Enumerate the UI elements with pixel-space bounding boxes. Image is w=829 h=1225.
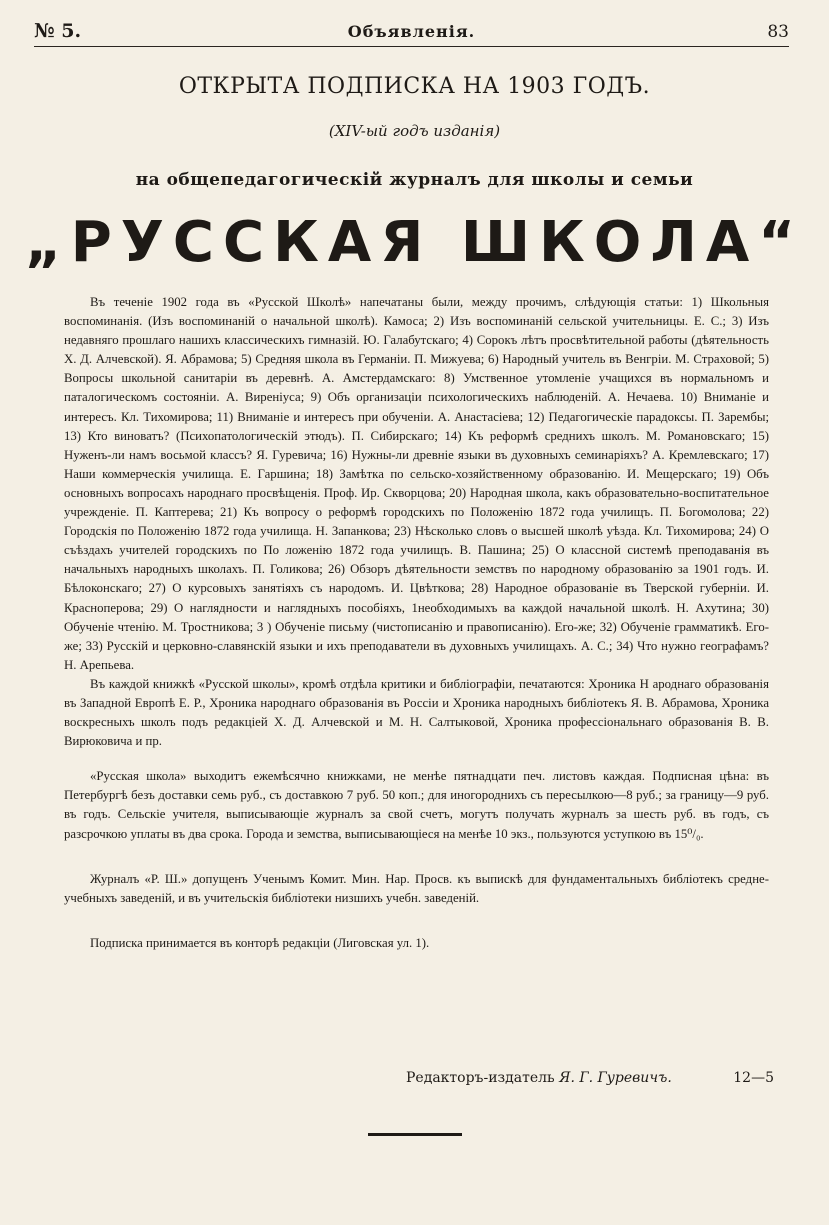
office-paragraph: Подписка принимается въ конторѣ редакціи (Лиговская ул. 1). — [90, 935, 430, 950]
editor-name: Я. Г. Гуревичъ. — [559, 1070, 672, 1086]
journal-name: „РУССКАЯ ШКОЛА“ — [24, 210, 805, 275]
edition-year: (XIV-ый годъ изданія) — [328, 122, 501, 140]
print-code: 12—5 — [733, 1070, 774, 1086]
approval-paragraph: Журналъ «Р. Ш.» допущенъ Ученымъ Комит. Мин. Нар. Просв. къ выпискѣ для фундаментальныхъ библіотекъ средне-учебныхъ заведеній, и въ учительскія библіотеки низшихъ учебн. заведеній. — [64, 871, 769, 905]
spacer — [64, 751, 769, 767]
chronicle-paragraph: Въ каждой книжкѣ «Русской школы», кромѣ отдѣла критики и библіографіи, печатаются: Хроника Н ароднаго образованія въ Западной Европѣ Е. Р., Хроника народнаго образованія въ Россіи и Хроника народныхъ библіотекъ Я. В. Абрамова, Хроника воскресныхъ школъ подъ редакціей Х. Д. Алчевской и М. Н. Салтыковой, Хроника профессіональнаго образованія В. В. Вирюковича и пр. — [64, 676, 769, 749]
articles-list-paragraph: Въ теченіе 1902 года въ «Русской Школѣ» напечатаны были, между прочимъ, слѣдующія статьи: 1) Школьныя воспоминанія. (Изъ воспоминаній о начальной школѣ). Камоса; 2) Изъ воспоминаній сельской учительницы. Е. С.; 3) Изъ недавняго прошлаго нашихъ классическихъ гимназій. Ю. Галабутскаго; 4) Сорокъ лѣтъ просвѣтительной работы (дѣятельность Х. Д. Алчевской). Я. Абрамова; 5) Средняя школа въ Германіи. П. Мижуева; 6) Народный учитель въ Венгріи. М. Страховой; 5) Вопросы школьной санитаріи въ деревнѣ. А. Амстердамскаго: 8) Умственное утомленіе учащихся въ нормальномъ и паталогическомъ состояніи. А. Виренiуса; 9) Объ организаціи психологическихъ наблюденій. А. Нечаева. 10) Вниманіе и интересъ. Кл. Тихомирова; 11) Вниманіе и интересъ при обученіи. А. Анастасіева; 12) Педагогическіе парадоксы. П. Зарембы; 13) Кто виноватъ? (Психопатологическій этюдъ). П. Сибирскаго; 14) Къ реформѣ среднихъ школъ. М. Романовскаго; 15) Нуженъ-ли намъ восьмой классъ? Я. Гуревича; 16) Нужны-ли древніе языки въ духовныхъ семинаріяхъ? А. Кремлевскаго; 17) Наши коммерческія училища. Е. Гаршина; 18) Замѣтка по сельско-хозяйственному образованію. И. Мещерскаго; 19) Объ основныхъ вопросахъ народнаго просвѣщенія. Проф. Ир. Скворцова; 20) Народная школа, какъ образовательно-воспитательное учрежденіе. П. Каптерева; 21) Къ вопросу о реформѣ городскихъ по Положенію 1872 года училищъ. П. Богомолова; 22) Городскія по Положенію 1872 года училища. Н. Запанкова; 23) Нѣсколько словъ о высшей школѣ уѣзда. Кл. Тихомирова; 24) О съѣздахъ учителей городскихъ по По ложенію 1872 года училищъ. В. Пашина; 25) О классной системѣ преподаванія въ начальныхъ народныхъ школахъ. П. Голикова; 26) Обзоръ дѣятельности земствъ по народному образованію за 1901 годъ. И. Бѣлоконскаго; 27) О курсовыхъ занятіяхъ съ народомъ. И. Цвѣткова; 28) Народное образованіе въ Тверской губерніи. И. Краснoперова; 29) О наглядности и наглядныхъ пособіяхъ, 1необходимыхъ ва каждой начальной школѣ. Н. Ахутина; 30) Обученіе чтенію. М. Тростникова; 3 ) Обученіе письму (чистописанію и правописанію). Его-же; 32) Обученіе грамматикѣ. Его-же; 33) Русскій и церковно-славянскій языки и ихъ преподаватели въ духовныхъ училищахъ. А. С.; 34) Что нужно географамъ? Н. Арепьева. — [64, 295, 769, 672]
spacer — [64, 908, 769, 934]
journal-description: на общепедагогическій журналъ для школы и семьи — [135, 170, 694, 190]
editor-signature — [406, 1070, 672, 1086]
pricing-paragraph: «Русская школа» выходитъ ежемѣсячно книжками, не менѣе пятнадцати печ. листовъ каждая. Подписная цѣна: въ Петербургѣ безъ доставки семь руб., съ доставкою 7 руб. 50 коп.; для иногороднихъ съ пересылкою—8 руб.; за границу—9 руб. въ годъ. Сельскіе учителя, выписывающіе журналъ за свой счетъ, могутъ получать журналъ за шесть руб. въ годъ, съ разсрочкою уплаты въ два срока. Города и земства, выписывающіеся на менѣе 10 экз., пользуются уступкою въ 15⁰/₀. — [64, 769, 769, 841]
page-header — [34, 20, 789, 47]
editor-label: Редакторъ-издатель — [406, 1070, 555, 1086]
issue-number: № 5. — [34, 20, 82, 42]
subscription-title: ОТКРЫТА ПОДПИСКА НА 1903 ГОДЪ. — [178, 74, 651, 99]
closing-rule — [368, 1133, 462, 1136]
section-title: Объявленія. — [347, 22, 476, 41]
spacer — [64, 844, 769, 870]
page-number: 83 — [767, 22, 789, 42]
article-body — [64, 293, 769, 953]
